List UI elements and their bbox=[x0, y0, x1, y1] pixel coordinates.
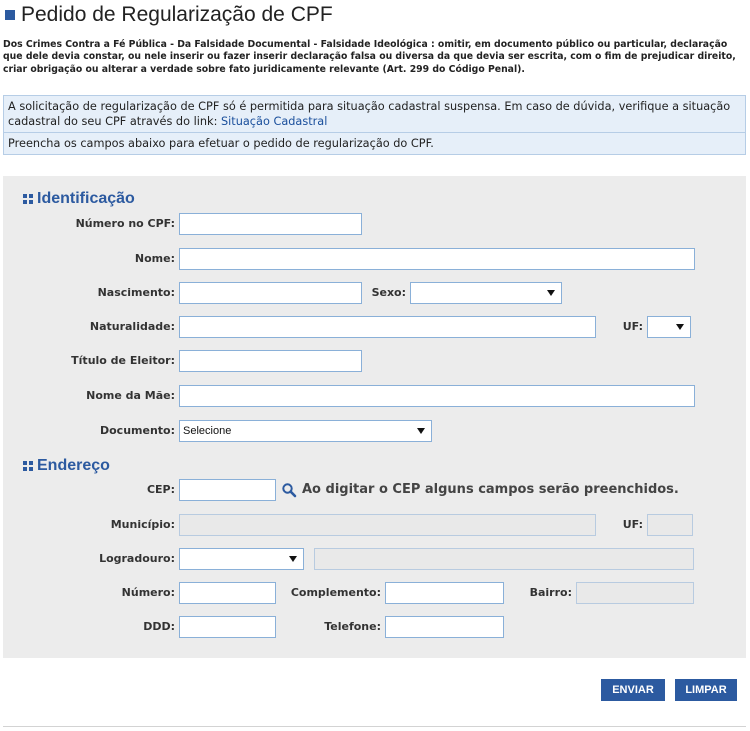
titulo-eleitor-label: Título de Eleitor: bbox=[71, 354, 175, 367]
nome-mae-input[interactable] bbox=[179, 385, 695, 407]
sexo-select[interactable] bbox=[410, 282, 562, 304]
documento-label: Documento: bbox=[99, 424, 175, 437]
ddd-label: DDD: bbox=[143, 620, 175, 633]
section-identificacao bbox=[23, 190, 135, 208]
naturalidade-label: Naturalidade: bbox=[89, 320, 175, 333]
page-title-bar bbox=[3, 2, 333, 28]
uf-endereco-label: UF: bbox=[622, 518, 643, 531]
section-endereco bbox=[23, 457, 110, 475]
chevron-down-icon bbox=[676, 324, 684, 330]
documento-select-value: Selecione bbox=[183, 425, 232, 437]
uf-label: UF: bbox=[622, 320, 643, 333]
divider bbox=[3, 726, 746, 727]
cep-hint: Ao digitar o CEP alguns campos serão preenchidos. bbox=[302, 482, 679, 497]
nome-label: Nome: bbox=[134, 252, 175, 265]
nascimento-label: Nascimento: bbox=[97, 286, 175, 299]
complemento-label: Complemento: bbox=[290, 586, 381, 599]
uf-endereco-input[interactable] bbox=[647, 514, 693, 536]
logradouro-type-select[interactable] bbox=[179, 548, 304, 570]
telefone-input[interactable] bbox=[385, 616, 504, 638]
cep-input[interactable] bbox=[179, 479, 276, 501]
bairro-label: Bairro: bbox=[529, 586, 572, 599]
sexo-label: Sexo: bbox=[371, 286, 406, 299]
search-icon[interactable] bbox=[281, 482, 297, 498]
complemento-input[interactable] bbox=[385, 582, 504, 604]
title-square-icon bbox=[5, 10, 15, 20]
section-identificacao-title: Identificação bbox=[37, 190, 135, 207]
numero-input[interactable] bbox=[179, 582, 276, 604]
nome-input[interactable] bbox=[179, 248, 695, 270]
logradouro-label: Logradouro: bbox=[99, 552, 175, 565]
info-text: A solicitação de regularização de CPF só é permitida para situação cadastral suspensa. Em caso de dúvida, verifique a situação cadastral do seu CPF através do link: bbox=[8, 100, 731, 128]
numero-label: Número: bbox=[121, 586, 175, 599]
bairro-input[interactable] bbox=[576, 582, 694, 604]
uf-select[interactable] bbox=[647, 316, 691, 338]
section-endereco-title: Endereço bbox=[37, 457, 110, 474]
limpar-button[interactable]: LIMPAR bbox=[675, 679, 737, 701]
grid-icon bbox=[23, 194, 33, 204]
documento-select[interactable] bbox=[179, 420, 432, 442]
page-title: Pedido de Regularização de CPF bbox=[21, 3, 333, 26]
nome-mae-label: Nome da Mãe: bbox=[86, 389, 175, 402]
municipio-label: Município: bbox=[110, 518, 175, 531]
situacao-cadastral-link[interactable]: Situação Cadastral bbox=[220, 115, 328, 128]
legal-warning: Dos Crimes Contra a Fé Pública - Da Falsidade Documental - Falsidade Ideológica : omitir, em documento público ou particular, declaração que dele devia constar, ou nele inserir ou fazer inserir declaração falsa ou diversa da que devia ser escrita, com o fim de prejudicar direito, criar obrigação ou alterar a verdade sobre fato juridicamente relevante (Art. 299 do Código Penal). bbox=[3, 39, 736, 75]
ddd-input[interactable] bbox=[179, 616, 276, 638]
naturalidade-input[interactable] bbox=[179, 316, 596, 338]
info-row bbox=[4, 96, 745, 133]
chevron-down-icon bbox=[289, 556, 297, 562]
municipio-input[interactable] bbox=[179, 514, 596, 536]
instructions-text: Preencha os campos abaixo para efetuar o pedido de regularização do CPF. bbox=[8, 137, 434, 150]
cpf-label: Número no CPF: bbox=[75, 217, 175, 230]
enviar-button[interactable]: ENVIAR bbox=[601, 679, 665, 701]
chevron-down-icon bbox=[547, 290, 555, 296]
titulo-eleitor-input[interactable] bbox=[179, 350, 362, 372]
nascimento-input[interactable] bbox=[179, 282, 362, 304]
cpf-input[interactable] bbox=[179, 213, 362, 235]
logradouro-input[interactable] bbox=[314, 548, 694, 570]
info-box bbox=[3, 95, 746, 155]
telefone-label: Telefone: bbox=[324, 620, 381, 633]
chevron-down-icon bbox=[417, 428, 425, 434]
grid-icon bbox=[23, 461, 33, 471]
cep-label: CEP: bbox=[146, 483, 175, 496]
